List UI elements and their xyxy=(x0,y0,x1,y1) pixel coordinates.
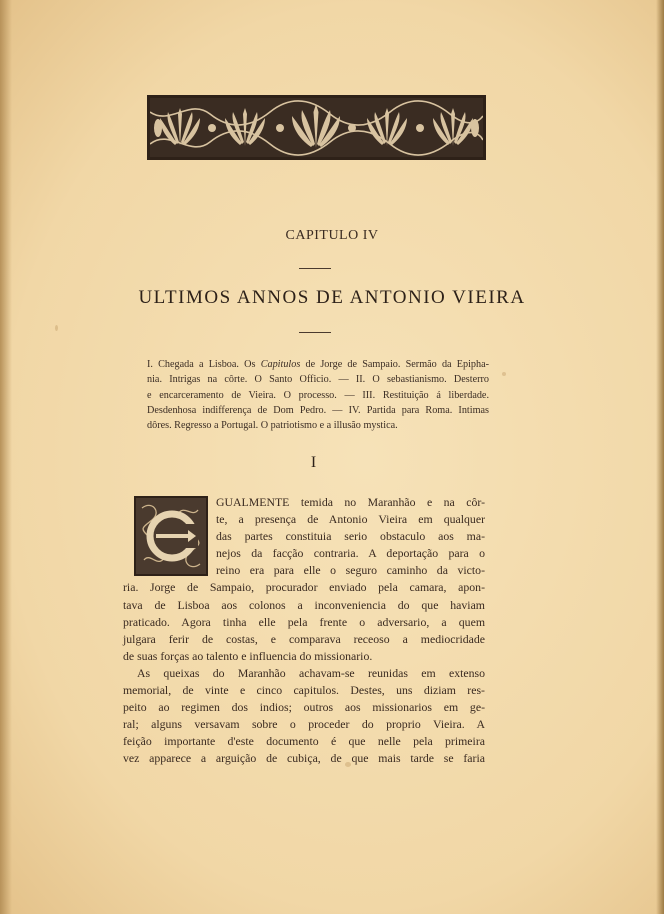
body-line: nejos da facção contraria. A deportação para o xyxy=(216,546,485,561)
body-line: das partes constituia serio obstaculo aos ma- xyxy=(216,529,485,544)
body-text xyxy=(123,494,485,768)
paper-spot xyxy=(502,372,506,376)
chapter-label: CAPITULO IV xyxy=(285,228,379,243)
paper-spot xyxy=(55,325,58,331)
body-line: ral; alguns versavam sobre o proceder do proprio Vieira. A xyxy=(123,717,485,732)
body-line: GUALMENTE temida no Maranhão e na côr- xyxy=(216,495,485,509)
body-line: ria. Jorge de Sampaio, procurador enviado pela camara, apon- xyxy=(123,580,485,595)
body-line: memorial, de vinte e cinco capitulos. Destes, uns diziam res- xyxy=(123,683,485,698)
summary-line: I. Chegada a Lisboa. Os Capitulos de Jorge de Sampaio. Sermão da Epipha- xyxy=(147,359,489,370)
title-divider-bottom xyxy=(299,332,331,333)
summary-line: Desdenhosa indifferença de Dom Pedro. — IV. Partida para Roma. Intimas xyxy=(147,404,489,416)
body-line: feição importante d'este documento é que nelle pela primeira xyxy=(123,734,485,749)
body-line: peito ao regimen dos indios; outros aos missionarios em ge- xyxy=(123,700,485,715)
body-line: de suas forças ao talento e influencia do missionario. xyxy=(123,648,373,663)
summary-line: nia. Intrigas na côrte. O Santo Officio. — II. O sebastianismo. Desterro xyxy=(147,374,489,386)
body-line: vez apparece a arguição de cubiça, de que mais tarde se faria xyxy=(123,751,485,766)
title-divider-top xyxy=(299,268,331,269)
headpiece-ornament xyxy=(147,95,486,160)
summary-line: dôres. Regresso a Portugal. O patriotismo e a illusão mystica. xyxy=(147,420,398,432)
page-edge-right xyxy=(656,0,664,914)
chapter-summary xyxy=(147,357,489,433)
body-line: julgara ferir de costas, e comparava receoso a mediocridade xyxy=(123,631,485,646)
chapter-title: ULTIMOS ANNOS DE ANTONIO VIEIRA xyxy=(138,287,526,308)
section-number: I xyxy=(310,454,317,471)
body-line: reino era para elle o seguro caminho da victo- xyxy=(216,563,485,578)
summary-line: e encarceramento de Vieira. O processo. — III. Restituição á liberdade. xyxy=(147,389,489,401)
body-line: praticado. Agora tinha elle pela frente o adversario, a quem xyxy=(123,614,485,629)
body-line: As queixas do Maranhão achavam-se reunidas em extenso xyxy=(137,665,485,680)
body-line: tava de Lisboa aos colonos a inconveniencia do que haviam xyxy=(123,597,485,612)
initial-letter: E xyxy=(171,542,172,543)
body-line: te, a presença de Antonio Vieira em qualquer xyxy=(216,512,485,527)
palmette-ornament-graphic xyxy=(150,98,483,157)
